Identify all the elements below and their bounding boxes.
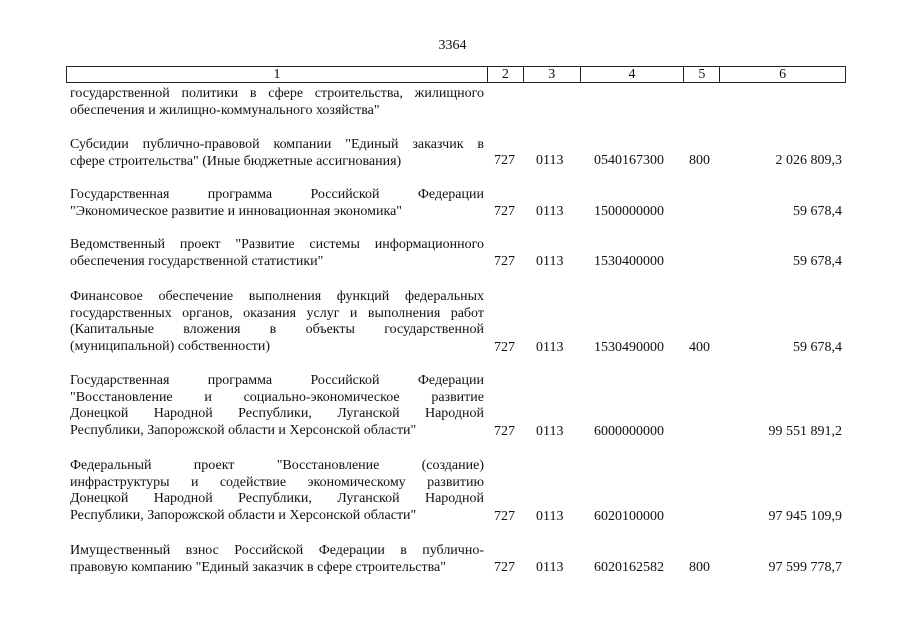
target-article-code: 6020100000	[594, 509, 664, 524]
description-line: Субсидии публично-правовой компании "Единый заказчик в	[70, 137, 484, 152]
ministry-code: 727	[494, 509, 515, 524]
description-line: (муниципальной) собственности)	[70, 338, 271, 354]
target-article-code: 0540167300	[594, 153, 664, 168]
expense-type-code: 800	[689, 560, 710, 575]
row-description	[70, 289, 484, 355]
table-header	[66, 66, 846, 83]
description-line: (Капитальные вложения в объекты государственной	[70, 322, 484, 337]
section-code: 0113	[536, 204, 564, 219]
description-line: Республики, Запорожской области и Херсонской области"	[70, 422, 417, 438]
ministry-code: 727	[494, 424, 515, 439]
description-line: обеспечения и жилищно-коммунального хозяйства"	[70, 102, 380, 118]
target-article-code: 6000000000	[594, 424, 664, 439]
section-code: 0113	[536, 340, 564, 355]
amount: 59 678,4	[793, 204, 842, 219]
amount: 2 026 809,3	[775, 153, 842, 168]
header-col-6: 6	[779, 67, 787, 82]
section-code: 0113	[536, 424, 564, 439]
target-article-code: 1530490000	[594, 340, 664, 355]
target-article-code: 1500000000	[594, 204, 664, 219]
description-line: Республики, Запорожской области и Херсонской области"	[70, 507, 417, 523]
row-description	[70, 187, 484, 220]
header-col-5: 5	[684, 67, 720, 82]
ministry-code: 727	[494, 560, 515, 575]
header-col-2: 2	[488, 67, 524, 82]
description-line: Донецкой Народной Республики, Луганской Народной	[70, 491, 484, 506]
description-line: Ведомственный проект "Развитие системы информационного	[70, 237, 484, 252]
target-article-code: 1530400000	[594, 254, 664, 269]
expense-type-code: 800	[689, 153, 710, 168]
header-col-1: 1	[67, 67, 488, 82]
ministry-code: 727	[494, 204, 515, 219]
row-description	[70, 543, 484, 576]
description-line: обеспечения государственной статистики"	[70, 253, 324, 269]
row-description	[70, 86, 484, 119]
description-line: правовую компанию "Единый заказчик в сфере строительства"	[70, 559, 446, 575]
description-line: государственной политики в сфере строительства, жилищного	[70, 86, 484, 101]
expense-type-code: 400	[689, 340, 710, 355]
section-code: 0113	[536, 254, 564, 269]
amount: 59 678,4	[793, 340, 842, 355]
row-description	[70, 458, 484, 524]
amount: 99 551 891,2	[768, 424, 842, 439]
ministry-code: 727	[494, 340, 515, 355]
header-col-3: 3	[524, 67, 581, 82]
ministry-code: 727	[494, 153, 515, 168]
row-description	[70, 237, 484, 270]
description-line: государственных органов, оказания услуг и выполнения работ	[70, 305, 484, 321]
description-line: "Восстановление и социально-экономическое развитие	[70, 389, 484, 405]
description-line: Федеральный проект "Восстановление (создание)	[70, 458, 484, 473]
section-code: 0113	[536, 509, 564, 524]
description-line: Донецкой Народной Республики, Луганской Народной	[70, 406, 484, 421]
description-line: инфраструктуры и содействие экономическому развитию	[70, 474, 484, 490]
description-line: Государственная программа Российской Федерации	[70, 187, 484, 202]
description-line: Финансовое обеспечение выполнения функций федеральных	[70, 289, 484, 304]
row-description	[70, 137, 484, 170]
amount: 97 945 109,9	[768, 509, 842, 524]
target-article-code: 6020162582	[594, 560, 664, 575]
description-line: Государственная программа Российской Федерации	[70, 373, 484, 388]
description-line: "Экономическое развитие и инновационная экономика"	[70, 203, 403, 219]
header-col-4: 4	[581, 67, 685, 82]
row-description	[70, 373, 484, 439]
description-line: Имущественный взнос Российской Федерации в публично-	[70, 543, 484, 558]
section-code: 0113	[536, 153, 564, 168]
ministry-code: 727	[494, 254, 515, 269]
amount: 97 599 778,7	[768, 560, 842, 575]
section-code: 0113	[536, 560, 564, 575]
description-line: сфере строительства" (Иные бюджетные ассигнования)	[70, 153, 402, 169]
page-number: 3364	[438, 38, 467, 53]
amount: 59 678,4	[793, 254, 842, 269]
